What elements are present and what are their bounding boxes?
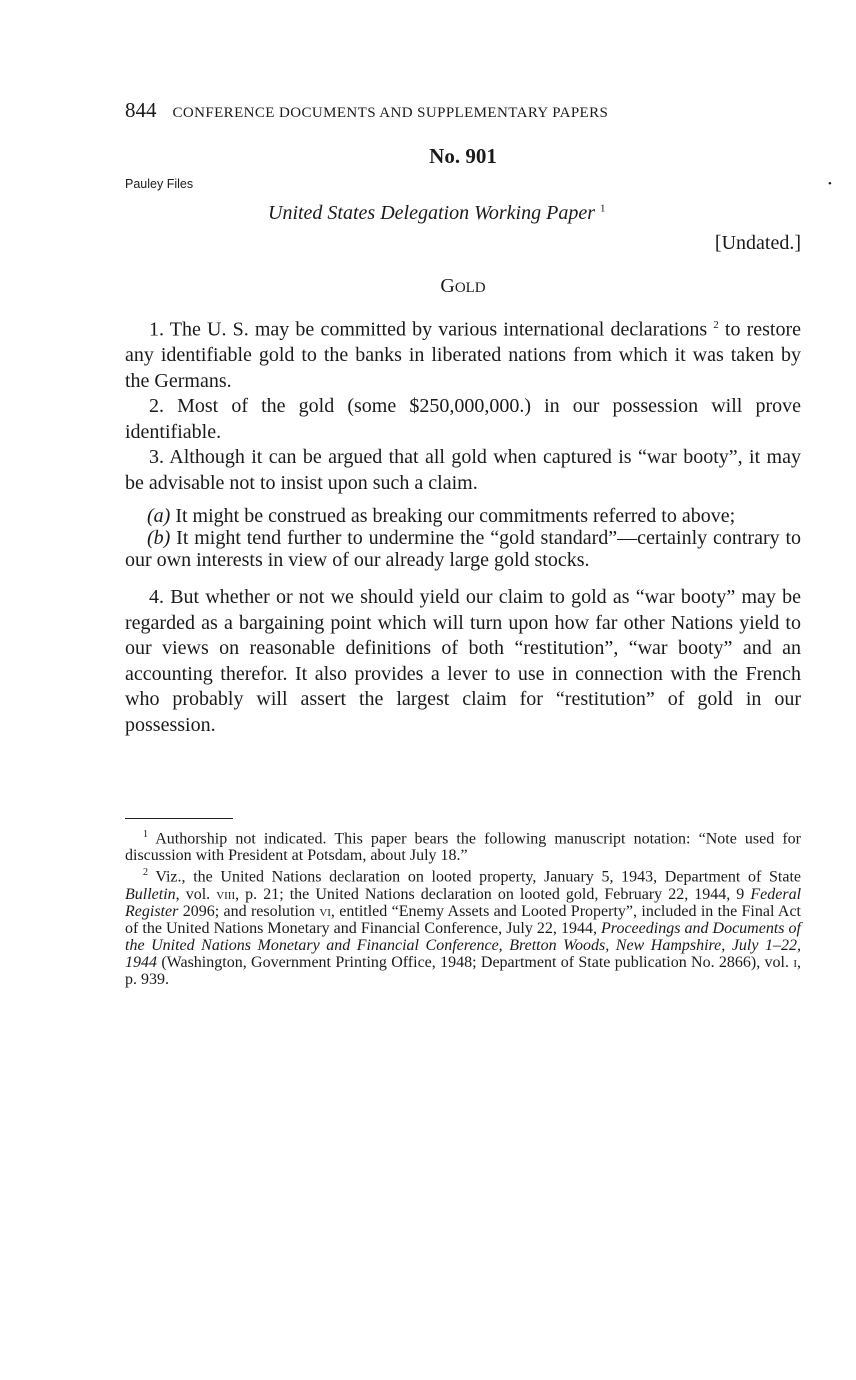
body-text bbox=[125, 313, 801, 738]
document-title bbox=[268, 202, 606, 225]
footnote-2-text-k: (Washington, Government Printing Office, 1948; Department of State publication No. 2866), vol. bbox=[157, 953, 794, 971]
document-date: [Undated.] bbox=[714, 232, 801, 254]
footnote-2-text-m: , p. 939. bbox=[125, 953, 801, 988]
paragraph-2: 2. Most of the gold (some $250,000,000.) in our possession will prove identifiable. bbox=[125, 395, 801, 443]
footnote-2-federal-register: Federal Register bbox=[125, 885, 802, 920]
footnote-1-text: Authorship not indicated. This paper bears the following manuscript notation: “Note used for discussion with President at Potsdam, about July 18.” bbox=[125, 830, 801, 865]
page-number: 844 bbox=[125, 98, 157, 122]
footnote-2-text-c: , vol. bbox=[175, 885, 217, 903]
footnote-1 bbox=[125, 826, 801, 864]
running-title: CONFERENCE DOCUMENTS AND SUPPLEMENTARY PAPERS bbox=[172, 105, 609, 121]
footnote-2-proceedings-title: Proceedings and Documents of the United Nations Monetary and Financial Conference, Bretton Woods, New Hampshire, July 1–22, 1944 bbox=[125, 919, 802, 971]
running-head bbox=[125, 98, 765, 123]
subparagraph-a bbox=[125, 505, 801, 527]
footnote-2-resolution-vi: vi bbox=[319, 902, 331, 920]
heading-initial: G bbox=[440, 275, 455, 297]
subparagraph-b-label: (b) bbox=[147, 527, 171, 550]
footnote-1-mark: 1 bbox=[143, 829, 148, 840]
subparagraph-b bbox=[125, 527, 801, 571]
footnote-2 bbox=[125, 864, 801, 987]
footnote-2-text-g: 2096; and resolution bbox=[178, 902, 320, 920]
document-number: No. 901 bbox=[429, 144, 497, 168]
subparagraph-b-text: It might tend further to undermine the “gold standard”—certainly contrary to our own interests in view of our already large gold stocks. bbox=[125, 527, 801, 572]
footnote-2-mark: 2 bbox=[143, 867, 148, 879]
paragraph-3: 3. Although it can be argued that all gold when captured is “war booty”, it may be advisable not to insist upon such a claim. bbox=[125, 446, 801, 494]
footnote-divider bbox=[125, 818, 233, 819]
footnote-ref-2[interactable]: 2 bbox=[713, 319, 719, 331]
document-title-text: United States Delegation Working Paper bbox=[268, 202, 595, 224]
subparagraph-a-label: (a) bbox=[147, 505, 171, 528]
margin-mark: • bbox=[828, 178, 832, 190]
paragraph-1-start: 1. The U. S. may be committed by various international declarations bbox=[149, 318, 708, 341]
footnote-2-bulletin: Bulletin bbox=[125, 885, 176, 903]
footnote-ref-1[interactable]: 1 bbox=[600, 202, 606, 215]
footnotes bbox=[125, 826, 801, 988]
paragraph-1-end: to restore any identifiable gold to the banks in liberated nations from which it was taken by the Germans. bbox=[125, 318, 801, 392]
spacer bbox=[125, 496, 801, 505]
footnote-2-text-a: Viz., the United Nations declaration on looted property, January 5, 1943, Department of State bbox=[148, 868, 801, 886]
spacer bbox=[125, 571, 801, 585]
footnote-2-text-e: , p. 21; the United Nations declaration on looted gold, February 22, 1944, 9 bbox=[235, 885, 751, 903]
paragraph-4: 4. But whether or not we should yield our claim to gold as “war booty” may be regarded as a bargaining point which will turn upon how far other Nations yield to our views on reasonable definitions of both “restitution”, “war booty” and an accounting therefor. It also provides a lever to use in connection with the French who probably will assert the largest claim for “restitution” of gold in our possession. bbox=[125, 586, 801, 736]
section-heading bbox=[0, 275, 856, 298]
footnote-2-vol-i: i bbox=[793, 953, 797, 971]
document-source: Pauley Files bbox=[125, 177, 194, 191]
footnote-2-vol-viii: viii bbox=[216, 885, 236, 903]
paragraph-1 bbox=[125, 313, 801, 394]
subparagraph-a-text: It might be construed as breaking our commitments referred to above; bbox=[170, 505, 736, 528]
footnote-2-text-i: , entitled “Enemy Assets and Looted Property”, included in the Final Act of the United Nations Monetary and Financial Conference, July 22, 1944, bbox=[125, 902, 801, 937]
heading-rest: OLD bbox=[454, 280, 486, 296]
